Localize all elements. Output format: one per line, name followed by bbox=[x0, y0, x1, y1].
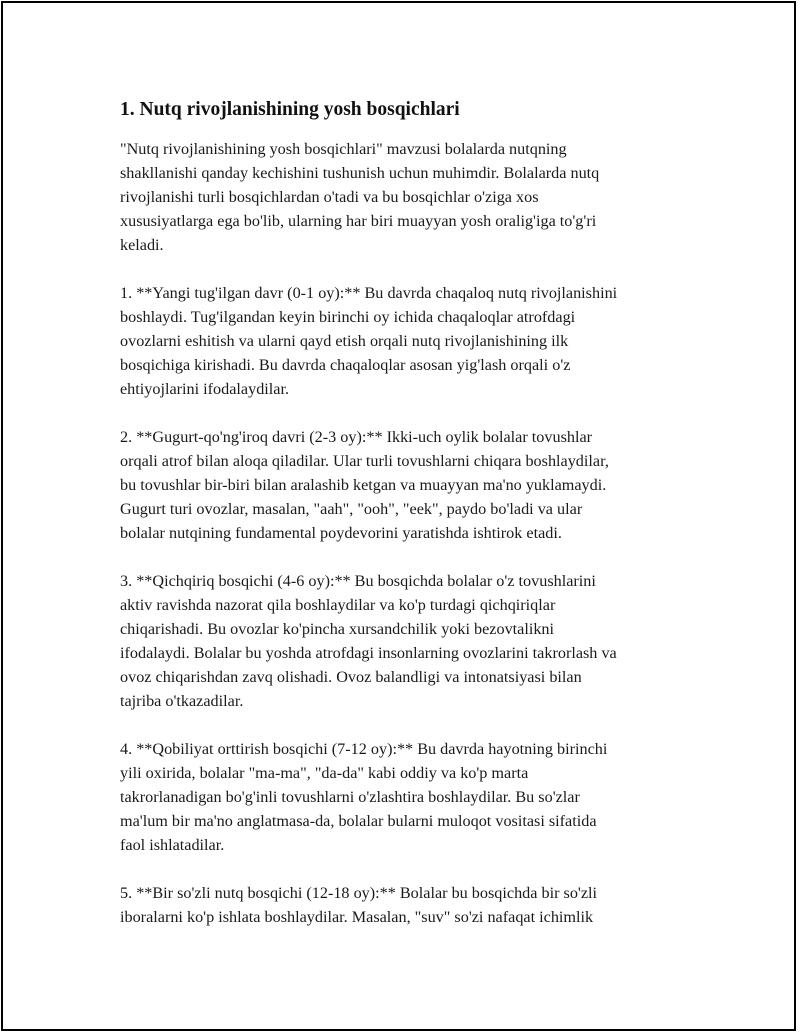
page-frame bbox=[1, 1, 796, 1031]
stage-paragraph-babbling: 4. **Qobiliyat orttirish bosqichi (7-12 oy):** Bu davrda hayotning birinchi yili oxirida, bolalar "ma-ma", "da-da" kabi oddiy va ko'p marta takrorlanadigan bo'g'inli tovushlarni o'zlashtira boshlaydilar. Bu so'zlar ma'lum bir ma'no anglatmasa-da, bolalar bularni muloqot vositasi sifatida faol ishlatadilar. bbox=[120, 740, 608, 854]
stage-paragraph-one-word: 5. **Bir so'zli nutq bosqichi (12-18 oy):** Bolalar bu bosqichda bir so'zli iboralarni ko'p ishlata boshlaydilar. Masalan, "suv" so'zi nafaqat ichimlik bbox=[120, 884, 598, 926]
document-body bbox=[120, 97, 700, 953]
stage-paragraph-cooing: 2. **Gugurt-qo'ng'iroq davri (2-3 oy):** Ikki-uch oylik bolalar tovushlar orqali atrof bilan aloqa qiladilar. Ular turli tovushlarni chiqara boshlaydilar, bu tovushlar bir-biri bilan aralashib ketgan va muayyan ma'no yuklamaydi. Gugurt turi ovozlar, masalan, "aah", "ooh", "eek", paydo bo'ladi va ular bolalar nutqining fundamental poydevorini yaratishda ishtirok etadi. bbox=[120, 428, 609, 542]
stage-paragraph-shrieking: 3. **Qichqiriq bosqichi (4-6 oy):** Bu bosqichda bolalar o'z tovushlarini aktiv ravishda nazorat qila boshlaydilar va ko'p turdagi qichqiriqlar chiqarishadi. Bu ovozlar ko'pincha xursandchilik yoki bezovtalikni ifodalaydi. Bolalar bu yoshda atrofdagi insonlarning ovozlarini takrorlash va ovoz chiqarishdan zavq olishadi. Ovoz balandligi va intonatsiyasi bilan tajriba o'tkazadilar. bbox=[120, 572, 617, 710]
section-heading: 1. Nutq rivojlanishining yosh bosqichlari bbox=[120, 99, 460, 120]
intro-paragraph: "Nutq rivojlanishining yosh bosqichlari" mavzusi bolalarda nutqning shakllanishi qanday kechishini tushunish uchun muhimdir. Bolalarda nutq rivojlanishi turli bosqichlardan o'tadi va bu bosqichlar o'ziga xos xususiyatlarga ega bo'lib, ularning har biri muayyan yosh oralig'iga to'g'ri keladi. bbox=[120, 140, 600, 254]
stage-paragraph-newborn: 1. **Yangi tug'ilgan davr (0-1 oy):** Bu davrda chaqaloq nutq rivojlanishini boshlaydi. Tug'ilgandan keyin birinchi oy ichida chaqaloqlar atrofdagi ovozlarni eshitish va ularni qayd etish orqali nutq rivojlanishining ilk bosqichiga kirishadi. Bu davrda chaqaloqlar asosan yig'lash orqali o'z ehtiyojlarini ifodalaydilar. bbox=[120, 284, 618, 398]
